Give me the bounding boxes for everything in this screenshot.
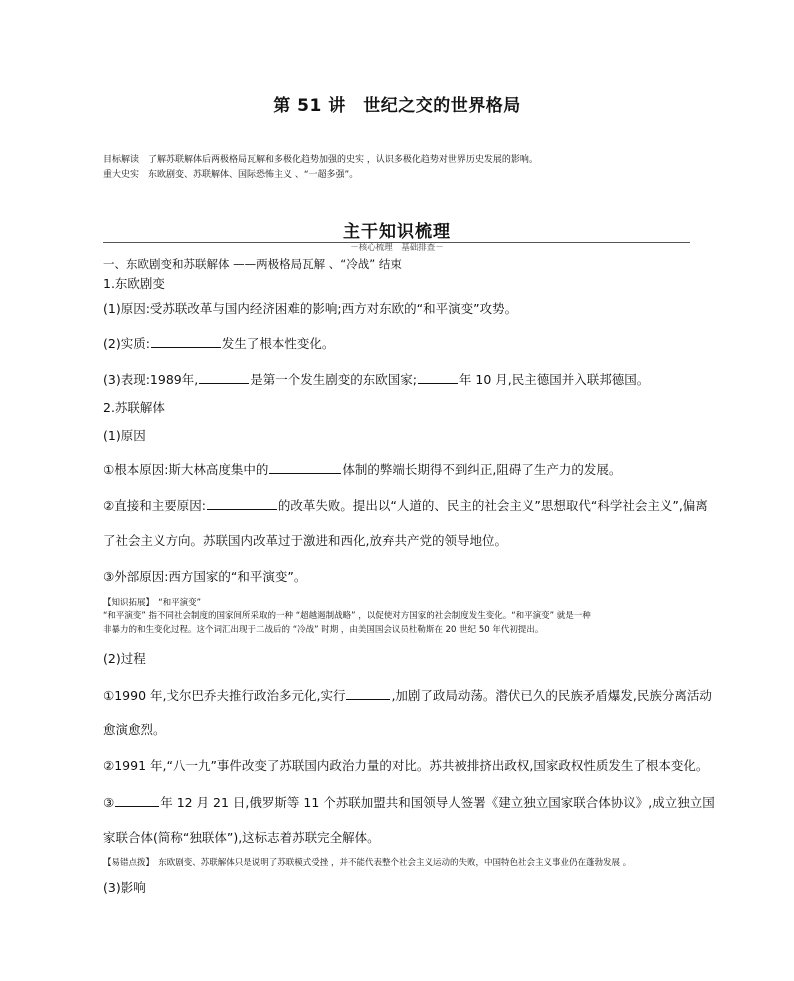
section-subheading: －核心梳理 基础排查－ <box>0 241 794 253</box>
objectives-line: 目标解读 了解苏联解体后两极格局瓦解和多极化趋势加强的史实 ，认识多极化趋势对世界历史发展的影响。 <box>103 155 538 165</box>
cause-paragraph: (1)原因:受苏联改革与国内经济困难的影响;西方对东欧的“和平演变”攻势。 <box>103 301 518 316</box>
key-events-line: 重大史实 东欧剧变、苏联解体、国际恐怖主义 、“一超多强”。 <box>103 170 359 180</box>
fill-blank[interactable] <box>418 371 458 384</box>
direct-cause-paragraph: ②直接和主要原因: 的改革失败。提出以“人道的、民主的社会主义”思想取代“科学社会主义”,偏离 <box>103 498 708 513</box>
fill-blank[interactable] <box>207 497 277 510</box>
manifest-paragraph: (3)表现:1989年, 是第一个发生剧变的东欧国家; 年 10 月,民主德国并入联邦德国。 <box>103 372 650 387</box>
external-cause-paragraph: ③外部原因:西方国家的“和平演变”。 <box>103 569 307 584</box>
process-item-3-continued: 家联合体(简称“独联体”),这标志着苏联完全解体。 <box>103 830 380 845</box>
fill-blank[interactable] <box>199 371 249 384</box>
heading-impact: (3)影响 <box>103 880 146 895</box>
knowledge-extension-line: “和平演变” 指不同社会制度的国家间所采取的一种 “超越遏制战略” ，以促使对方国家的社会制度发生变化。“和平演变” 就是一种 <box>103 611 591 621</box>
fill-blank[interactable] <box>151 335 221 348</box>
heading-causes: (1)原因 <box>103 428 146 443</box>
fill-blank[interactable] <box>346 687 390 700</box>
knowledge-extension-line: 非暴力的和生变化过程。这个词汇出现于二战后的 “冷战” 时期 ，由美国国会议员杜勒斯在 20 世纪 50 年代初提出。 <box>103 625 544 635</box>
root-cause-paragraph: ①根本原因:斯大林高度集中的 体制的弊端长期得不到纠正,阻碍了生产力的发展。 <box>103 462 622 477</box>
process-item-3: ③ 年 12 月 21 日,俄罗斯等 11 个苏联加盟共和国领导人签署《建立独立国家联合体协议》,成立独立国 <box>103 795 715 810</box>
essence-paragraph: (2)实质: 发生了根本性变化。 <box>103 336 335 351</box>
error-tip-line: 【易错点拨】 东欧剧变、苏联解体只是说明了苏联模式受挫 ，并不能代表整个社会主义运动的失败，中国特色社会主义事业仍在蓬勃发展 。 <box>103 858 632 868</box>
knowledge-extension-heading: 【知识拓展】 “和平演变” <box>103 598 202 608</box>
fill-blank[interactable] <box>269 461 341 474</box>
fill-blank[interactable] <box>115 794 159 807</box>
heading-process: (2)过程 <box>103 651 146 666</box>
direct-cause-continued: 了社会主义方向。苏联国内改革过于激进和西化,放弃共产党的领导地位。 <box>103 533 507 548</box>
page-title: 第 51 讲 世纪之交的世界格局 <box>273 96 521 116</box>
heading-eastern-europe: 1.东欧剧变 <box>103 276 165 291</box>
part1-heading: 一、东欧剧变和苏联解体 ——两极格局瓦解 、“冷战” 结束 <box>103 257 402 271</box>
process-item-1-continued: 愈演愈烈。 <box>103 722 166 737</box>
section-heading: 主干知识梳理 <box>343 222 451 242</box>
process-item-2: ②1991 年,“八一九”事件改变了苏联国内政治力量的对比。苏共被排挤出政权,国家政权性质发生了根本变化。 <box>103 758 709 773</box>
heading-soviet-collapse: 2.苏联解体 <box>103 400 165 415</box>
process-item-1: ①1990 年,戈尔巴乔夫推行政治多元化,实行 ,加剧了政局动荡。潜伏已久的民族矛盾爆发,民族分离活动 <box>103 688 712 703</box>
